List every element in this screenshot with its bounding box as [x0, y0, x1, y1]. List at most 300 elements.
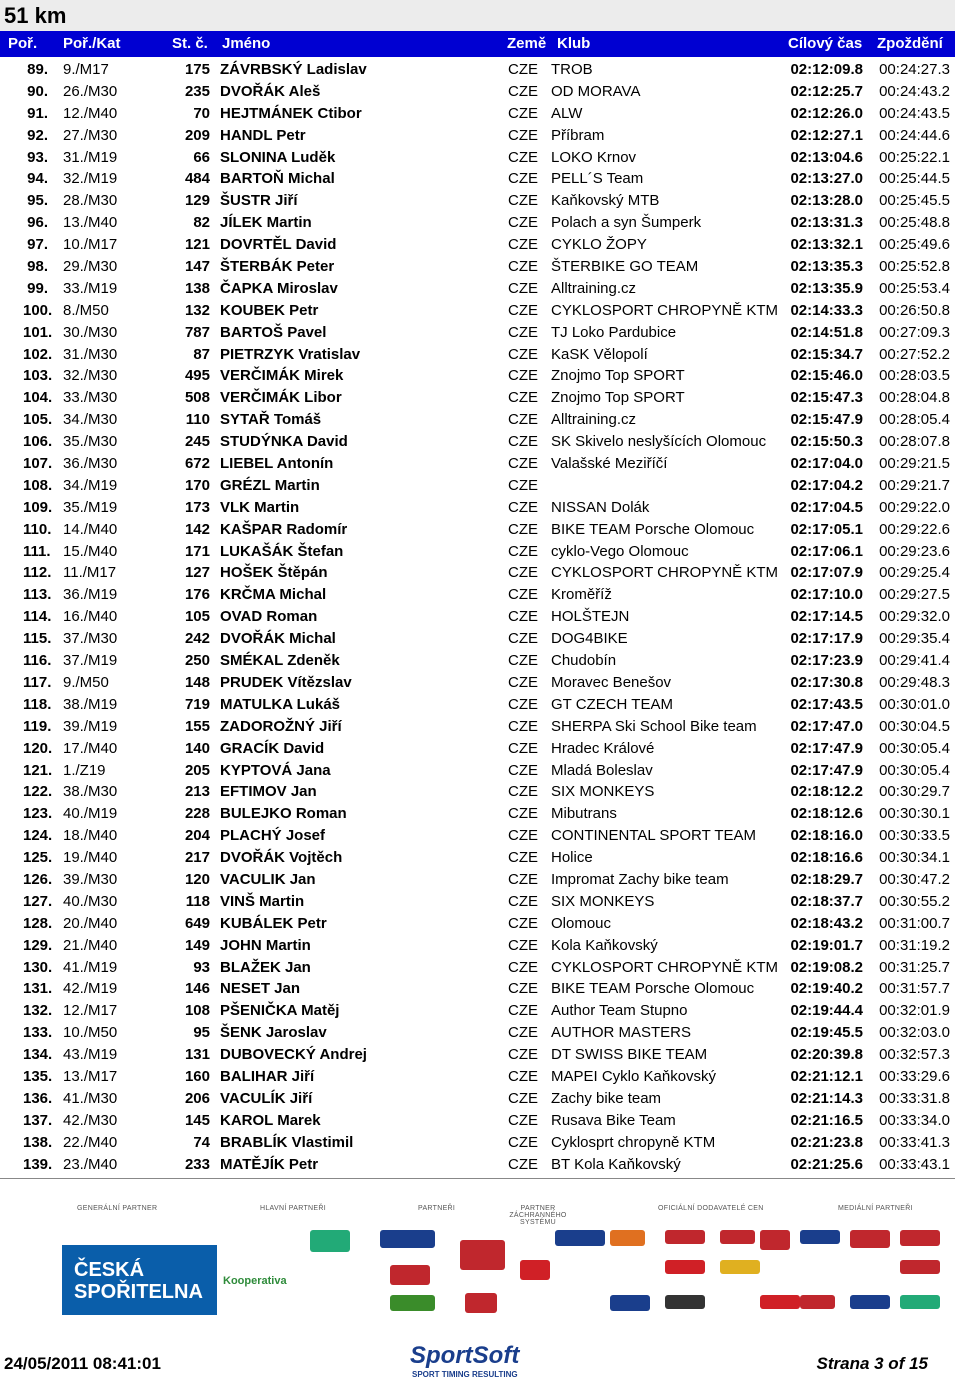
category-rank: 22./M40	[63, 1133, 118, 1151]
bib-number: 120	[184, 870, 210, 888]
page-title: 51 km	[4, 3, 67, 28]
finish-time: 02:17:04.0	[790, 455, 863, 473]
club-name: Cyklosprt chropyně KTM	[551, 1133, 716, 1151]
time-gap: 00:33:29.6	[879, 1067, 950, 1085]
bib-number: 173	[184, 498, 210, 516]
racer-name: PLACHÝ Josef	[220, 827, 326, 845]
finish-time: 02:18:12.6	[790, 805, 863, 823]
time-gap: 00:28:07.8	[879, 433, 950, 451]
category-rank: 14./M40	[63, 520, 118, 538]
position: 128.	[23, 914, 53, 932]
finish-time: 02:15:46.0	[790, 367, 863, 385]
racer-name: KAŠPAR Radomír	[220, 520, 348, 538]
bib-number: 149	[184, 936, 210, 954]
table-row	[0, 803, 955, 825]
position: 130.	[23, 958, 53, 976]
table-row	[0, 1066, 955, 1088]
ceska-sporitelna-logo: ČESKÁ SPOŘITELNA	[62, 1245, 217, 1315]
club-name: Author Team Stupno	[551, 1002, 688, 1020]
time-gap: 00:25:44.5	[879, 170, 950, 188]
racer-name: ZÁVRBSKÝ Ladislav	[220, 61, 367, 78]
finish-time: 02:17:06.1	[790, 542, 863, 560]
thule-logo	[720, 1260, 760, 1274]
category-rank: 36./M30	[63, 455, 118, 473]
bib-number: 649	[184, 914, 210, 932]
bib-number: 82	[193, 214, 210, 232]
table-row	[0, 212, 955, 234]
finish-time: 02:13:28.0	[790, 192, 863, 210]
nationality: CZE	[508, 980, 538, 998]
bib-number: 250	[184, 652, 210, 670]
finish-time: 02:17:04.2	[790, 476, 863, 494]
bib-number: 233	[184, 1155, 210, 1173]
nationality: CZE	[508, 1111, 538, 1129]
time-gap: 00:29:25.4	[879, 564, 950, 582]
racer-name: JOHN Martin	[220, 936, 311, 954]
racer-name: BARTOŇ Michal	[220, 170, 335, 188]
racer-name: KUBÁLEK Petr	[220, 914, 327, 932]
finish-time: 02:12:26.0	[790, 104, 863, 122]
category-rank: 32./M30	[63, 367, 118, 385]
header-pos-cat: Poř./Kat	[63, 35, 121, 52]
table-row	[0, 1000, 955, 1022]
3m-logo	[520, 1260, 550, 1280]
sponsor-logo-a	[610, 1230, 645, 1246]
table-row	[0, 147, 955, 169]
bib-number: 175	[184, 61, 210, 78]
category-rank: 1./Z19	[63, 761, 106, 779]
table-row	[0, 278, 955, 300]
bib-number: 787	[184, 323, 210, 341]
sponsor-label-prizes: OFICIÁLNÍ DODAVATELÉ CEN	[658, 1205, 764, 1212]
sport-obchod-logo	[465, 1293, 497, 1313]
category-rank: 9./M50	[63, 673, 109, 691]
category-rank: 10./M50	[63, 1024, 118, 1042]
bib-number: 93	[193, 958, 210, 976]
position: 102.	[23, 345, 53, 363]
position: 113.	[23, 586, 52, 604]
category-rank: 40./M19	[63, 805, 118, 823]
nationality: CZE	[508, 827, 538, 845]
club-name: Kola Kaňkovský	[551, 936, 658, 954]
nationality: CZE	[508, 520, 538, 538]
club-name: Polach a syn Šumperk	[551, 214, 702, 232]
position: 129.	[23, 936, 53, 954]
club-name: Olomouc	[551, 914, 612, 932]
category-rank: 37./M30	[63, 630, 118, 648]
bib-number: 95	[193, 1024, 210, 1042]
nationality: CZE	[508, 126, 538, 144]
category-rank: 34./M30	[63, 411, 118, 429]
club-name: SIX MONKEYS	[551, 783, 655, 801]
club-name: Valašské Meziříčí	[551, 455, 668, 473]
table-row	[0, 1022, 955, 1044]
finish-time: 02:19:40.2	[790, 980, 863, 998]
finish-time: 02:21:14.3	[790, 1089, 863, 1107]
finish-time: 02:17:47.9	[790, 761, 863, 779]
table-row	[0, 1154, 955, 1176]
club-name: Hradec Králové	[551, 739, 655, 757]
finish-time: 02:13:04.6	[790, 148, 863, 166]
sponsor-label-partners: PARTNEŘI	[418, 1205, 456, 1212]
racer-name: ŠTERBÁK Peter	[220, 258, 335, 276]
bib-number: 171	[184, 542, 210, 560]
racer-name: PIETRZYK Vratislav	[220, 345, 361, 363]
nationality: CZE	[508, 849, 538, 867]
table-row	[0, 365, 955, 387]
nationality: CZE	[508, 1067, 538, 1085]
position: 91.	[27, 104, 48, 122]
table-row	[0, 957, 955, 979]
racer-name: ŠENK Jaroslav	[220, 1024, 327, 1042]
bib-number: 66	[193, 148, 210, 166]
racer-name: VERČIMÁK Mirek	[220, 367, 344, 385]
racer-name: NESET Jan	[220, 980, 301, 998]
nationality: CZE	[508, 608, 538, 626]
position: 109.	[23, 498, 53, 516]
club-name: SHERPA Ski School Bike team	[551, 717, 757, 735]
category-rank: 30./M30	[63, 323, 118, 341]
position: 100.	[23, 301, 53, 319]
racer-name: JÍLEK Martin	[220, 214, 312, 232]
club-name: CYKLO ŽOPY	[551, 236, 647, 254]
racer-name: BALIHAR Jiří	[220, 1067, 315, 1085]
category-rank: 36./M19	[63, 586, 118, 604]
table-row	[0, 59, 955, 81]
finish-time: 02:15:47.3	[790, 389, 863, 407]
time-gap: 00:30:04.5	[879, 717, 950, 735]
header-name: Jméno	[222, 35, 271, 52]
time-gap: 00:28:03.5	[879, 367, 950, 385]
time-gap: 00:25:49.6	[879, 236, 950, 254]
nationality: CZE	[508, 389, 538, 407]
time-gap: 00:29:32.0	[879, 608, 950, 626]
table-row	[0, 344, 955, 366]
sponsor-label-rescue: PARTNER ZÁCHRANNÉHO SYSTÉMU	[509, 1205, 567, 1226]
position: 114.	[23, 608, 52, 626]
bib-number: 242	[184, 630, 210, 648]
nationality: CZE	[508, 214, 538, 232]
sponsor-label-media: MEDIÁLNÍ PARTNEŘI	[838, 1205, 913, 1212]
bib-number: 131	[184, 1046, 210, 1064]
skoda-logo	[310, 1230, 350, 1252]
table-row	[0, 300, 955, 322]
racer-name: HEJTMÁNEK Ctibor	[220, 104, 362, 122]
category-rank: 12./M40	[63, 104, 118, 122]
finish-time: 02:13:35.3	[790, 258, 863, 276]
finish-time: 02:14:33.3	[790, 301, 863, 319]
bib-number: 108	[184, 1002, 210, 1020]
position: 112.	[23, 564, 52, 582]
nationality: CZE	[508, 936, 538, 954]
bib-number: 138	[184, 279, 210, 297]
bib-number: 508	[184, 389, 210, 407]
racer-name: VLK Martin	[220, 498, 300, 516]
club-name: BIKE TEAM Porsche Olomouc	[551, 980, 755, 998]
racer-name: VACULÍK Jiří	[220, 1089, 313, 1107]
position: 96.	[27, 214, 48, 232]
table-row	[0, 125, 955, 147]
bib-number: 155	[184, 717, 210, 735]
bib-number: 205	[184, 761, 210, 779]
finish-time: 02:19:08.2	[790, 958, 863, 976]
racer-name: HANDL Petr	[220, 126, 306, 144]
racer-name: VACULIK Jan	[220, 870, 316, 888]
time-gap: 00:29:41.4	[879, 652, 950, 670]
time-gap: 00:25:52.8	[879, 258, 950, 276]
racer-name: GRÉZL Martin	[220, 476, 320, 494]
o2-extra-logo	[900, 1260, 940, 1274]
time-gap: 00:32:01.9	[879, 1002, 950, 1020]
table-row	[0, 694, 955, 716]
bib-number: 228	[184, 805, 210, 823]
time-gap: 00:30:34.1	[879, 849, 950, 867]
category-rank: 28./M30	[63, 192, 118, 210]
racer-name: SYTAŘ Tomáš	[220, 411, 322, 429]
bib-number: 121	[184, 236, 210, 254]
club-name: SIX MONKEYS	[551, 892, 655, 910]
position: 107.	[23, 455, 53, 473]
category-rank: 21./M40	[63, 936, 118, 954]
finish-time: 02:17:23.9	[790, 652, 863, 670]
category-rank: 19./M40	[63, 849, 118, 867]
table-row	[0, 475, 955, 497]
finish-time: 02:21:12.1	[790, 1067, 863, 1085]
bib-number: 146	[184, 980, 210, 998]
bib-number: 672	[184, 455, 210, 473]
bib-number: 74	[193, 1133, 210, 1151]
nationality: CZE	[508, 542, 538, 560]
club-name: OD MORAVA	[551, 82, 641, 100]
sponsor-label-main: HLAVNÍ PARTNEŘI	[260, 1205, 326, 1212]
table-row	[0, 81, 955, 103]
table-row	[0, 409, 955, 431]
header-pos: Poř.	[8, 35, 38, 52]
position: 94.	[27, 170, 48, 188]
finish-time: 02:20:39.8	[790, 1046, 863, 1064]
club-name: Moravec Benešov	[551, 673, 672, 691]
time-gap: 00:29:48.3	[879, 673, 950, 691]
sponsor-logo-d	[720, 1230, 755, 1244]
racer-name: OVAD Roman	[220, 608, 318, 626]
nationality: CZE	[508, 1133, 538, 1151]
finish-time: 02:17:07.9	[790, 564, 863, 582]
position: 95.	[27, 192, 48, 210]
club-name: Impromat Zachy bike team	[551, 870, 729, 888]
velo-logo	[800, 1295, 835, 1309]
club-name: TJ Loko Pardubice	[551, 323, 677, 341]
title-bar	[0, 0, 955, 31]
position: 115.	[23, 630, 52, 648]
position: 104.	[23, 389, 53, 407]
bib-number: 170	[184, 476, 210, 494]
nationality: CZE	[508, 1089, 538, 1107]
category-rank: 26./M30	[63, 82, 118, 100]
club-name: DOG4BIKE	[551, 630, 628, 648]
club-name: Chudobín	[551, 652, 617, 670]
sportsoft-logo: SportSoft SPORT TIMING RESULTING	[410, 1342, 520, 1379]
racer-name: PRUDEK Vítězslav	[220, 673, 352, 691]
table-row	[0, 869, 955, 891]
table-row	[0, 606, 955, 628]
club-name: KaSK Vělopolí	[551, 345, 648, 363]
category-rank: 12./M17	[63, 1002, 118, 1020]
bib-number: 217	[184, 849, 210, 867]
finish-time: 02:12:09.8	[790, 61, 863, 78]
nationality: CZE	[508, 892, 538, 910]
club-name: SK Skivelo neslyšících Olomouc	[551, 433, 767, 451]
finish-time: 02:13:31.3	[790, 214, 863, 232]
table-row	[0, 497, 955, 519]
nationality: CZE	[508, 455, 538, 473]
nationality: CZE	[508, 301, 538, 319]
nationality: CZE	[508, 236, 538, 254]
time-gap: 00:31:19.2	[879, 936, 950, 954]
header-gap: Zpoždění	[877, 35, 943, 52]
sponsor-logo-f	[800, 1230, 840, 1244]
table-row	[0, 256, 955, 278]
racer-name: KRČMA Michal	[220, 586, 327, 604]
finish-time: 02:17:04.5	[790, 498, 863, 516]
club-name: Mladá Boleslav	[551, 761, 653, 779]
category-rank: 15./M40	[63, 542, 118, 560]
table-header	[0, 31, 955, 57]
category-rank: 42./M30	[63, 1111, 118, 1129]
time-gap: 00:29:22.0	[879, 498, 950, 516]
time-gap: 00:30:29.7	[879, 783, 950, 801]
position: 99.	[27, 279, 48, 297]
nationality: CZE	[508, 1155, 538, 1173]
time-gap: 00:27:52.2	[879, 345, 950, 363]
nationality: CZE	[508, 476, 538, 494]
racer-name: KYPTOVÁ Jana	[220, 761, 331, 779]
time-gap: 00:30:33.5	[879, 827, 950, 845]
club-name: Zachy bike team	[551, 1089, 662, 1107]
finish-time: 02:13:35.9	[790, 279, 863, 297]
category-rank: 43./M19	[63, 1046, 118, 1064]
bib-number: 145	[184, 1111, 210, 1129]
position: 92.	[27, 126, 48, 144]
results-table	[0, 59, 955, 1175]
bib-number: 204	[184, 827, 210, 845]
position: 123.	[23, 805, 53, 823]
position: 116.	[23, 652, 52, 670]
time-gap: 00:30:30.1	[879, 805, 950, 823]
category-rank: 33./M30	[63, 389, 118, 407]
bib-number: 118	[185, 892, 210, 910]
time-gap: 00:25:22.1	[879, 148, 950, 166]
position: 136.	[23, 1089, 53, 1107]
time-gap: 00:24:43.5	[879, 104, 950, 122]
bib-number: 160	[184, 1067, 210, 1085]
time-gap: 00:24:44.6	[879, 126, 950, 144]
position: 111.	[23, 542, 51, 560]
position: 127.	[23, 892, 53, 910]
position: 101.	[23, 323, 53, 341]
header-bib: St. č.	[172, 35, 208, 52]
specialized-logo	[460, 1240, 505, 1270]
nationality: CZE	[508, 630, 538, 648]
time-gap: 00:24:43.2	[879, 82, 950, 100]
category-rank: 41./M19	[63, 958, 118, 976]
bib-number: 176	[184, 586, 210, 604]
time-gap: 00:28:05.4	[879, 411, 950, 429]
table-row	[0, 1110, 955, 1132]
finish-time: 02:19:01.7	[790, 936, 863, 954]
category-rank: 10./M17	[63, 236, 118, 254]
category-rank: 20./M40	[63, 914, 118, 932]
nationality: CZE	[508, 1002, 538, 1020]
time-gap: 00:28:04.8	[879, 389, 950, 407]
racer-name: ZADOROŽNÝ Jiří	[220, 717, 342, 735]
club-name: cyklo-Vego Olomouc	[551, 542, 689, 560]
time-gap: 00:26:50.8	[879, 301, 950, 319]
position: 138.	[23, 1133, 53, 1151]
table-row	[0, 650, 955, 672]
sponsor-logo-b	[610, 1295, 650, 1311]
table-row	[0, 738, 955, 760]
time-gap: 00:33:41.3	[879, 1133, 950, 1151]
position: 131.	[23, 980, 53, 998]
sponsor-label-general: GENERÁLNÍ PARTNER	[77, 1205, 158, 1212]
position: 90.	[27, 82, 48, 100]
position: 117.	[23, 673, 52, 691]
club-name: PELL´S Team	[551, 170, 644, 188]
finish-time: 02:18:16.6	[790, 849, 863, 867]
time-gap: 00:25:45.5	[879, 192, 950, 210]
club-name: AUTHOR MASTERS	[551, 1024, 692, 1042]
club-name: Rusava Bike Team	[551, 1111, 676, 1129]
table-row	[0, 1088, 955, 1110]
club-name: Příbram	[551, 126, 605, 144]
position: 133.	[23, 1024, 53, 1042]
category-rank: 35./M19	[63, 498, 118, 516]
time-gap: 00:30:05.4	[879, 739, 950, 757]
position: 120.	[23, 739, 53, 757]
table-row	[0, 234, 955, 256]
category-rank: 42./M19	[63, 980, 118, 998]
bib-number: 147	[184, 258, 210, 276]
bib-number: 719	[184, 695, 210, 713]
category-rank: 32./M19	[63, 170, 118, 188]
racer-name: ŠUSTR Jiří	[220, 192, 298, 210]
nationality: CZE	[508, 82, 538, 100]
finish-time: 02:15:34.7	[790, 345, 863, 363]
time-gap: 00:30:05.4	[879, 761, 950, 779]
club-name: MAPEI Cyklo Kaňkovský	[551, 1067, 717, 1085]
cyklo-logo	[850, 1295, 890, 1309]
racer-name: DVOŘÁK Michal	[220, 630, 336, 648]
finish-time: 02:17:17.9	[790, 630, 863, 648]
position: 126.	[23, 870, 53, 888]
time-gap: 00:31:57.7	[879, 980, 950, 998]
position: 118.	[23, 695, 52, 713]
table-row	[0, 190, 955, 212]
racer-name: KAROL Marek	[220, 1111, 321, 1129]
category-rank: 16./M40	[63, 608, 118, 626]
nationality: CZE	[508, 345, 538, 363]
bib-number: 87	[193, 345, 210, 363]
category-rank: 37./M19	[63, 652, 118, 670]
nationality: CZE	[508, 279, 538, 297]
racer-name: SLONINA Luděk	[220, 148, 336, 166]
club-name: Kroměříž	[551, 586, 612, 604]
time-gap: 00:32:03.0	[879, 1024, 950, 1042]
nationality: CZE	[508, 673, 538, 691]
bib-number: 484	[184, 170, 210, 188]
position: 97.	[27, 236, 48, 254]
position: 110.	[23, 520, 52, 538]
